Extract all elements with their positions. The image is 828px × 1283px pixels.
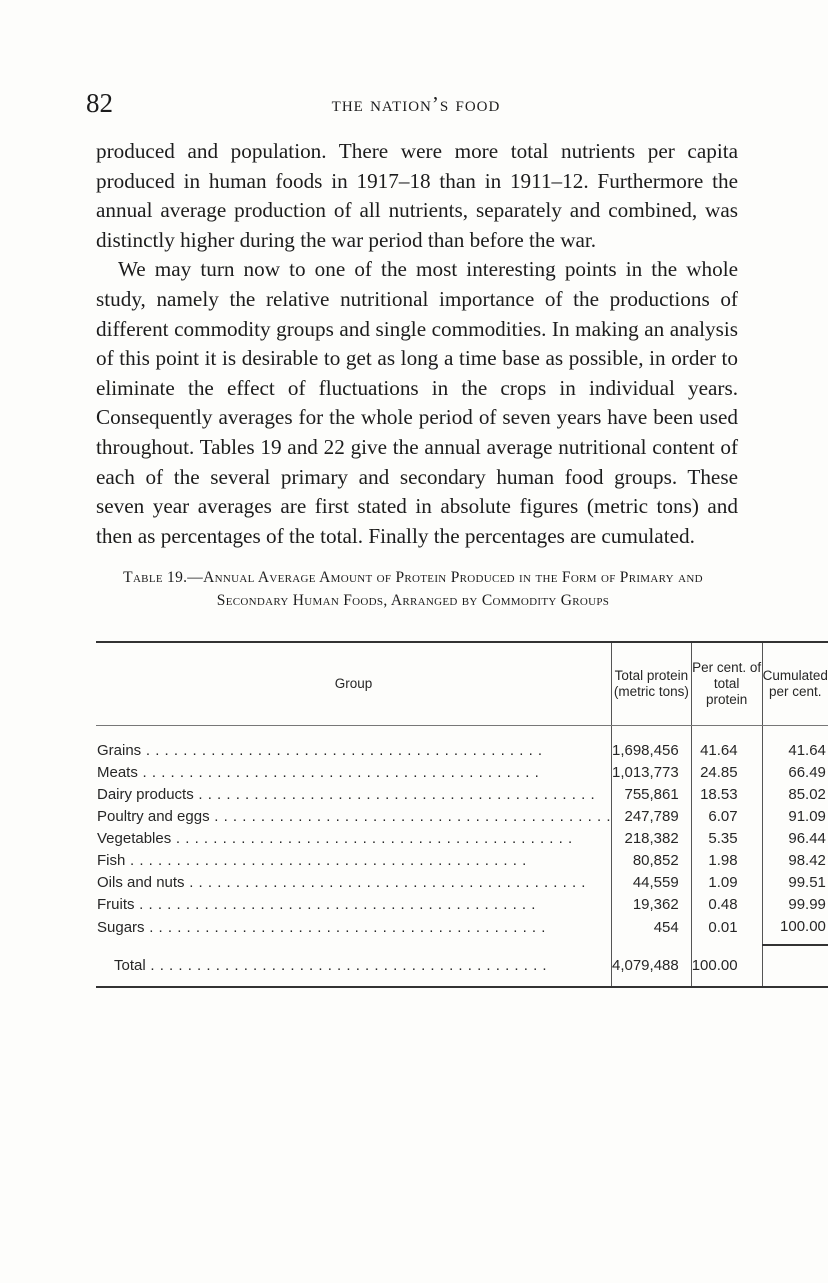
total-protein-cell: 1,013,773 <box>611 762 691 784</box>
percent-cell: 24.85 <box>691 762 762 784</box>
running-head <box>86 92 746 117</box>
cumulated-cell: 66.49 <box>762 762 828 784</box>
group-cell <box>96 872 611 894</box>
header-group: Group <box>96 642 611 726</box>
group-cell <box>96 828 611 850</box>
protein-table <box>96 641 828 988</box>
table-row <box>96 806 828 828</box>
group-label: Fish <box>97 852 126 869</box>
table-row <box>96 726 828 763</box>
group-cell <box>96 806 611 828</box>
header-percent: Per cent. of total protein <box>691 642 762 726</box>
group-label: Sugars <box>97 918 145 936</box>
percent-cell: 5.35 <box>691 828 762 850</box>
table-header-row <box>96 642 828 726</box>
total-protein-cell: 218,382 <box>611 828 691 850</box>
total-protein-cell: 80,852 <box>611 850 691 872</box>
percent-cell: 0.01 <box>691 916 762 945</box>
cumulated-cell: 99.99 <box>762 894 828 916</box>
table-row <box>96 762 828 784</box>
cumulated-cell: 98.42 <box>762 850 828 872</box>
group-cell <box>96 784 611 806</box>
total-protein-cell: 247,789 <box>611 806 691 828</box>
table-row <box>96 828 828 850</box>
group-cell <box>96 726 611 763</box>
data-table <box>96 641 828 988</box>
group-label: Poultry and eggs <box>97 808 210 825</box>
table-body <box>96 726 828 988</box>
percent-cell: 1.98 <box>691 850 762 872</box>
cumulated-cell: 100.00 <box>762 916 828 945</box>
table-row <box>96 784 828 806</box>
percent-cell: 41.64 <box>691 726 762 763</box>
page-header <box>86 88 746 122</box>
total-row <box>96 945 828 987</box>
cumulated-cell: 41.64 <box>762 726 828 763</box>
table-row <box>96 850 828 872</box>
body-text <box>96 137 738 551</box>
table-row <box>96 916 828 945</box>
group-cell <box>96 916 611 945</box>
header-cumulated: Cumulated per cent. <box>762 642 828 726</box>
table-row <box>96 894 828 916</box>
paragraph-2: We may turn now to one of the most interesting points in the whole study, namely the relative nutritional importance of the productions of different commodity groups and single commodities. In making an analysis of this point it is desirable to get as long a time base as possible, in order to eliminate the effect of fluctuations in the crops in individual years. Consequently averages for the whole period of seven years have been used throughout. Tables 19 and 22 give the annual average nutritional content of each of the several primary and secondary human food groups. These seven year averages are first stated in absolute figures (metric tons) and then as percentages of the total. Finally the percentages are cumulated. <box>96 257 738 548</box>
running-head-text: the nation’s food <box>331 92 501 116</box>
group-cell <box>96 762 611 784</box>
group-label: Fruits <box>97 896 135 913</box>
total-protein-cell: 44,559 <box>611 872 691 894</box>
percent-cell: 6.07 <box>691 806 762 828</box>
cumulated-cell: 96.44 <box>762 828 828 850</box>
group-label: Oils and nuts <box>97 874 185 891</box>
paragraph-1: produced and population. There were more total nutrients per capita produced in human foods in 1917–18 than in 1911–12. Furthermore the annual average production of all nutrients, separately and combined, was distinctly higher during the war period than before the war. <box>96 139 738 252</box>
total-cumulated-cell <box>762 945 828 987</box>
total-protein-cell: 1,698,456 <box>611 726 691 763</box>
cumulated-cell: 91.09 <box>762 806 828 828</box>
header-total-protein: Total protein (metric tons) <box>611 642 691 726</box>
total-protein-cell: 755,861 <box>611 784 691 806</box>
total-label-cell <box>96 945 611 987</box>
total-percent-cell: 100.00 <box>691 945 762 987</box>
total-protein-cell: 4,079,488 <box>611 945 691 987</box>
group-label: Dairy products <box>97 786 194 803</box>
group-label: Grains <box>97 742 142 759</box>
percent-cell: 0.48 <box>691 894 762 916</box>
group-label: Vegetables <box>97 830 172 847</box>
group-cell <box>96 894 611 916</box>
percent-cell: 18.53 <box>691 784 762 806</box>
table-caption: Table 19.—Annual Average Amount of Protein Produced in the Form of Primary and Secondary Human Foods, Arranged by Commodity Groups <box>123 569 703 609</box>
group-label: Meats <box>97 764 138 781</box>
total-protein-cell: 19,362 <box>611 894 691 916</box>
group-cell <box>96 850 611 872</box>
percent-cell: 1.09 <box>691 872 762 894</box>
cumulated-cell: 85.02 <box>762 784 828 806</box>
cumulated-cell: 99.51 <box>762 872 828 894</box>
table-row <box>96 872 828 894</box>
total-protein-cell: 454 <box>611 916 691 945</box>
total-label: Total <box>114 956 146 974</box>
page-number: 82 <box>86 88 113 118</box>
